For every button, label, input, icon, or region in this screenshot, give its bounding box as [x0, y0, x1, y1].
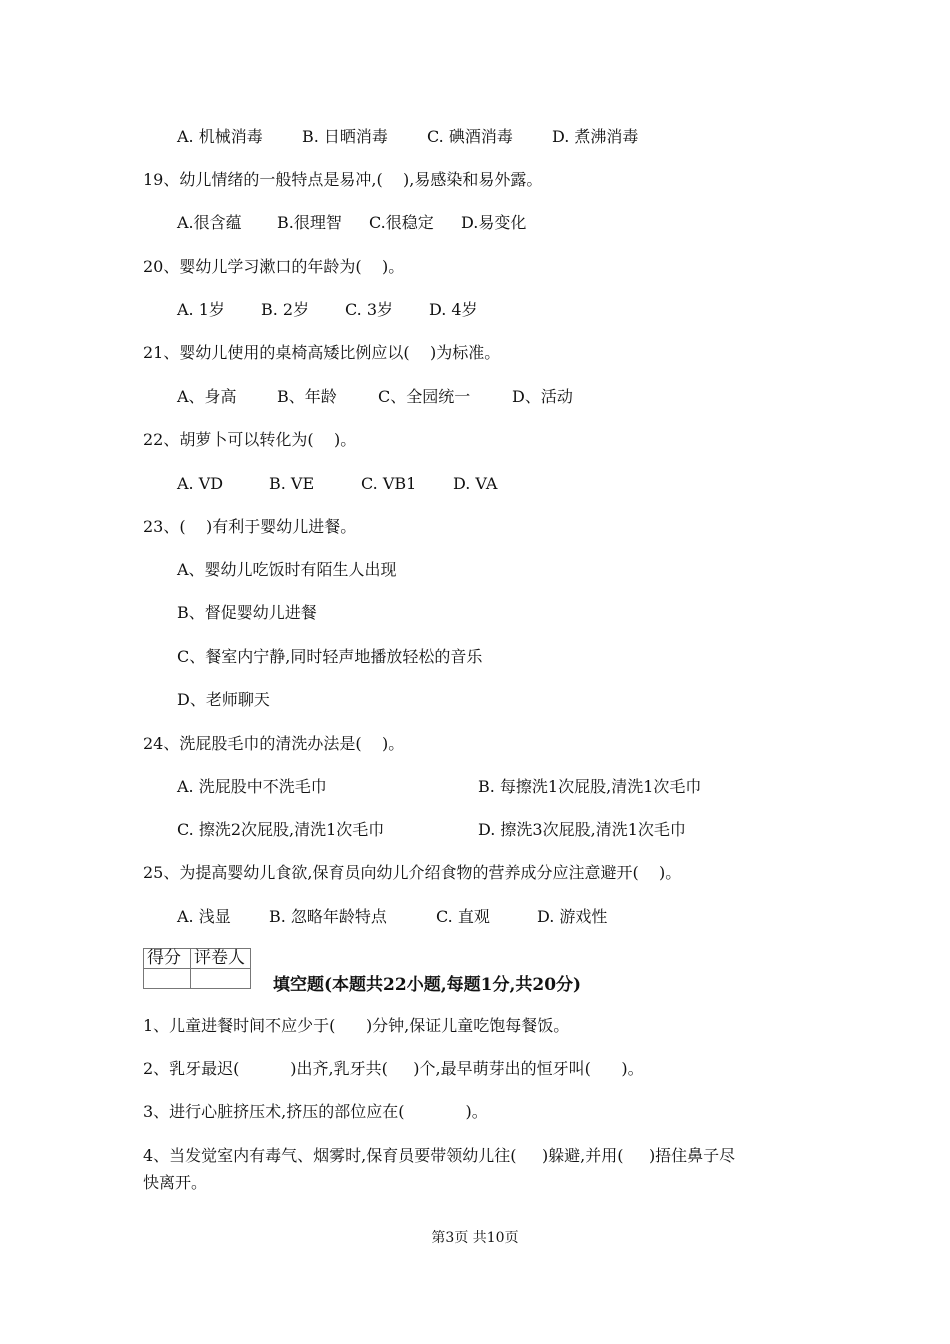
fill-question-2: 2、乳牙最迟( )出齐,乳牙共( )个,最早萌芽出的恒牙叫( )。: [143, 1059, 644, 1078]
q20-option-a: A. 1岁: [177, 300, 225, 319]
q21-option-b: B、年龄: [277, 387, 337, 406]
q21-option-c: C、全园统一: [378, 387, 471, 406]
q25-option-a: A. 浅显: [177, 907, 231, 926]
grader-cell: [191, 969, 251, 989]
q25-option-c: C. 直观: [436, 907, 490, 926]
q23-option-d: D、老师聊天: [177, 690, 270, 709]
q20-option-c: C. 3岁: [345, 300, 394, 319]
q21-option-a: A、身高: [177, 387, 237, 406]
q23-stem: 23、( )有利于婴幼儿进餐。: [143, 517, 357, 536]
q23-option-a: A、婴幼儿吃饭时有陌生人出现: [177, 560, 397, 579]
q24-option-c: C. 擦洗2次屁股,清洗1次毛巾: [177, 820, 385, 839]
q21-stem: 21、婴幼儿使用的桌椅高矮比例应以( )为标准。: [143, 343, 501, 362]
fill-question-1: 1、儿童进餐时间不应少于( )分钟,保证儿童吃饱每餐饭。: [143, 1016, 570, 1035]
q24-option-a: A. 洗屁股中不洗毛巾: [177, 777, 327, 796]
q18-option-d: D. 煮沸消毒: [552, 127, 639, 146]
q18-option-c: C. 碘酒消毒: [427, 127, 513, 146]
q20-option-b: B. 2岁: [261, 300, 310, 319]
score-cell: [144, 969, 191, 989]
q25-option-d: D. 游戏性: [537, 907, 608, 926]
q19-stem: 19、幼儿情绪的一般特点是易冲,( ),易感染和易外露。: [143, 170, 543, 189]
q24-stem: 24、洗屁股毛巾的清洗办法是( )。: [143, 734, 405, 753]
q22-option-a: A. VD: [177, 474, 224, 493]
q25-stem: 25、为提高婴幼儿食欲,保育员向幼儿介绍食物的营养成分应注意避开( )。: [143, 863, 682, 882]
q19-option-a: A.很含蕴: [177, 213, 242, 232]
q18-option-a: A. 机械消毒: [177, 127, 263, 146]
fill-question-4-line2: 快离开。: [143, 1173, 208, 1192]
q21-option-d: D、活动: [512, 387, 573, 406]
q23-option-b: B、督促婴幼儿进餐: [177, 603, 317, 622]
grader-header: 评卷人: [191, 949, 251, 969]
q22-option-b: B. VE: [269, 474, 315, 493]
q22-option-d: D. VA: [453, 474, 498, 493]
fill-question-3: 3、进行心脏挤压术,挤压的部位应在( )。: [143, 1102, 488, 1121]
fill-question-4-line1: 4、当发觉室内有毒气、烟雾时,保育员要带领幼儿往( )躲避,并用( )捂住鼻子尽: [143, 1146, 736, 1165]
q19-option-d: D.易变化: [461, 213, 527, 232]
q22-option-c: C. VB1: [361, 474, 417, 493]
q19-option-b: B.很理智: [277, 213, 342, 232]
q25-option-b: B. 忽略年龄特点: [269, 907, 387, 926]
q18-option-b: B. 日晒消毒: [302, 127, 388, 146]
q23-option-c: C、餐室内宁静,同时轻声地播放轻松的音乐: [177, 647, 483, 666]
q20-option-d: D. 4岁: [429, 300, 478, 319]
score-header: 得分: [144, 949, 191, 969]
page-footer: 第3页 共10页: [431, 1230, 519, 1246]
score-box: [143, 948, 251, 989]
q24-option-d: D. 擦洗3次屁股,清洗1次毛巾: [478, 820, 686, 839]
q20-stem: 20、婴幼儿学习漱口的年龄为( )。: [143, 257, 405, 276]
q22-stem: 22、胡萝卜可以转化为( )。: [143, 430, 357, 449]
q24-option-b: B. 每擦洗1次屁股,清洗1次毛巾: [478, 777, 702, 796]
q19-option-c: C.很稳定: [369, 213, 434, 232]
section-title: 填空题(本题共22小题,每题1分,共20分): [273, 975, 582, 995]
